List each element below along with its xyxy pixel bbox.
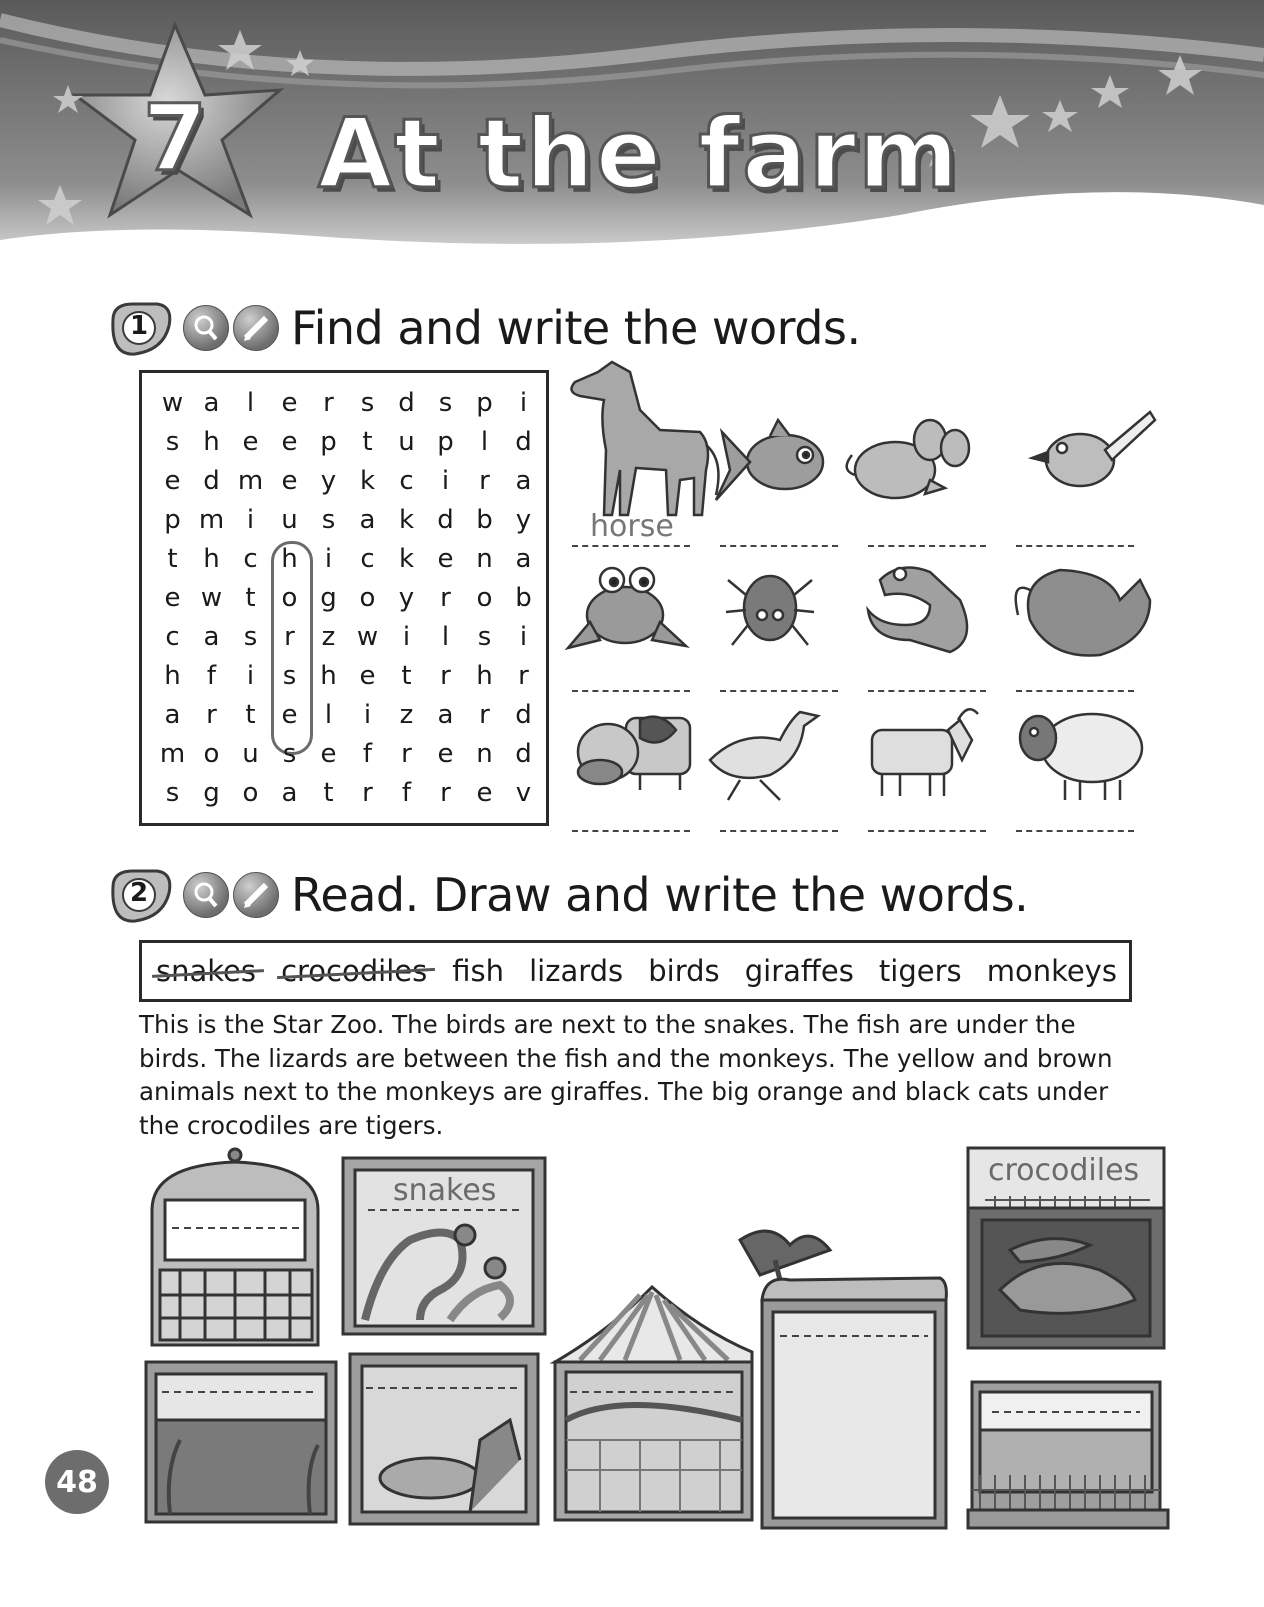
grid-letter: l: [324, 700, 333, 730]
snakes-label: snakes: [393, 1173, 497, 1208]
grid-letter: o: [203, 739, 220, 769]
grid-letter: i: [441, 466, 450, 496]
grid-letter: o: [359, 583, 376, 613]
bird-cage-enclosure: [152, 1149, 318, 1345]
grid-letter: w: [356, 622, 379, 652]
grid-letter: p: [437, 427, 454, 457]
grid-letter: c: [165, 622, 180, 652]
grid-letter: w: [200, 583, 223, 613]
exercise-2-instruction: Read. Draw and write the words.: [291, 868, 1029, 922]
grid-letter: t: [401, 661, 412, 691]
grid-letter: e: [359, 661, 376, 691]
word-bank-item: tigers: [878, 954, 962, 988]
answer-text: horse: [590, 509, 674, 544]
exercise-number: 1: [129, 311, 149, 341]
grid-letter: d: [515, 700, 532, 730]
grid-letter: g: [203, 778, 220, 808]
exercise-number: 2: [129, 878, 149, 908]
grid-letter: s: [282, 739, 297, 769]
grid-letter: o: [242, 778, 259, 808]
grid-letter: z: [399, 700, 414, 730]
word-bank-item: snakes: [156, 954, 256, 988]
grid-letter: i: [363, 700, 372, 730]
grid-letter: t: [167, 544, 178, 574]
word-bank-item: giraffes: [744, 954, 854, 988]
grid-letter: r: [362, 778, 373, 808]
grid-letter: e: [164, 466, 181, 496]
grid-letter: s: [282, 661, 297, 691]
grid-letter: r: [323, 388, 334, 418]
grid-letter: e: [164, 583, 181, 613]
grid-letter: y: [515, 505, 532, 535]
grid-letter: p: [320, 427, 337, 457]
grid-letter: m: [237, 466, 264, 496]
grid-letter: k: [398, 505, 415, 535]
monkeys-enclosure: [555, 1287, 752, 1520]
grid-letter: u: [398, 427, 415, 457]
word-bank-item: fish: [452, 954, 505, 988]
grid-letter: i: [246, 505, 255, 535]
grid-letter: s: [165, 778, 180, 808]
page-number: 48: [45, 1450, 109, 1514]
grid-letter: a: [281, 778, 298, 808]
grid-letter: t: [245, 583, 256, 613]
grid-letter: e: [281, 466, 298, 496]
word-bank-item: lizards: [529, 954, 624, 988]
grid-letter: c: [243, 544, 258, 574]
grid-letter: r: [206, 700, 217, 730]
grid-letter: i: [519, 388, 528, 418]
grid-letter: k: [359, 466, 376, 496]
grid-letter: h: [476, 661, 493, 691]
grid-letter: t: [245, 700, 256, 730]
grid-letter: r: [440, 661, 451, 691]
grid-letter: p: [476, 388, 493, 418]
grid-letter: d: [398, 388, 415, 418]
grid-letter: y: [320, 466, 337, 496]
exercise-1-instruction: Find and write the words.: [291, 301, 861, 355]
grid-letter: y: [398, 583, 415, 613]
grid-letter: h: [203, 544, 220, 574]
grid-letter: f: [401, 778, 412, 808]
grid-letter: c: [360, 544, 375, 574]
grid-letter: r: [440, 778, 451, 808]
grid-letter: d: [437, 505, 454, 535]
grid-letter: a: [203, 388, 220, 418]
grid-letter: e: [281, 427, 298, 457]
grid-letter: u: [242, 739, 259, 769]
giraffes-enclosure: [740, 1231, 946, 1528]
grid-letter: r: [479, 466, 490, 496]
grid-letter: m: [198, 505, 225, 535]
grid-letter: e: [281, 388, 298, 418]
unit-number: 7: [142, 85, 207, 192]
grid-letter: i: [246, 661, 255, 691]
grid-letter: t: [362, 427, 373, 457]
grid-letter: a: [437, 700, 454, 730]
crocodiles-label: crocodiles: [988, 1153, 1140, 1188]
grid-letter: o: [281, 583, 298, 613]
grid-letter: r: [401, 739, 412, 769]
grid-letter: e: [437, 544, 454, 574]
grid-letter: d: [203, 466, 220, 496]
grid-letter: a: [164, 700, 181, 730]
grid-letter: f: [206, 661, 217, 691]
grid-letter: i: [324, 544, 333, 574]
fish-tank-enclosure: [146, 1362, 336, 1522]
grid-letter: d: [515, 427, 532, 457]
grid-letter: e: [320, 739, 337, 769]
grid-letter: r: [440, 583, 451, 613]
grid-letter: s: [243, 622, 258, 652]
word-bank-item: monkeys: [986, 954, 1117, 988]
grid-letter: m: [159, 739, 186, 769]
grid-letter: n: [476, 544, 493, 574]
grid-letter: s: [477, 622, 492, 652]
word-bank-item: birds: [648, 954, 720, 988]
lizards-enclosure: [350, 1354, 538, 1524]
grid-letter: r: [479, 700, 490, 730]
grid-letter: k: [398, 544, 415, 574]
grid-letter: e: [437, 739, 454, 769]
grid-letter: s: [165, 427, 180, 457]
word-bank-item: crocodiles: [281, 954, 428, 988]
grid-letter: h: [281, 544, 298, 574]
grid-letter: d: [515, 739, 532, 769]
grid-letter: h: [320, 661, 337, 691]
grid-letter: r: [284, 622, 295, 652]
grid-letter: a: [515, 466, 532, 496]
grid-letter: a: [203, 622, 220, 652]
grid-letter: r: [518, 661, 529, 691]
grid-letter: i: [402, 622, 411, 652]
grid-letter: e: [281, 700, 298, 730]
tigers-enclosure: [968, 1382, 1168, 1528]
grid-letter: z: [321, 622, 336, 652]
grid-letter: i: [519, 622, 528, 652]
grid-letter: h: [164, 661, 181, 691]
reading-text: This is the Star Zoo. The birds are next to the snakes. The fish are under the birds. The lizards are between the fish and the monkeys. The yellow and brown animals next to the monkeys are giraffes. The big orange and black cats under the crocodiles are tigers.: [139, 1010, 1113, 1140]
grid-letter: s: [321, 505, 336, 535]
grid-letter: v: [515, 778, 532, 808]
grid-letter: g: [320, 583, 337, 613]
grid-letter: l: [480, 427, 489, 457]
grid-letter: c: [399, 466, 414, 496]
grid-letter: l: [441, 622, 450, 652]
grid-letter: w: [161, 388, 184, 418]
grid-letter: b: [515, 583, 532, 613]
grid-letter: p: [164, 505, 181, 535]
grid-letter: o: [476, 583, 493, 613]
grid-letter: f: [362, 739, 373, 769]
grid-letter: s: [360, 388, 375, 418]
grid-letter: a: [359, 505, 376, 535]
grid-letter: h: [203, 427, 220, 457]
grid-letter: b: [476, 505, 493, 535]
grid-letter: t: [323, 778, 334, 808]
grid-letter: n: [476, 739, 493, 769]
unit-title: At the farm: [318, 98, 961, 210]
grid-letter: s: [438, 388, 453, 418]
grid-letter: a: [515, 544, 532, 574]
grid-letter: e: [476, 778, 493, 808]
grid-letter: l: [246, 388, 255, 418]
grid-letter: e: [242, 427, 259, 457]
grid-letter: u: [281, 505, 298, 535]
